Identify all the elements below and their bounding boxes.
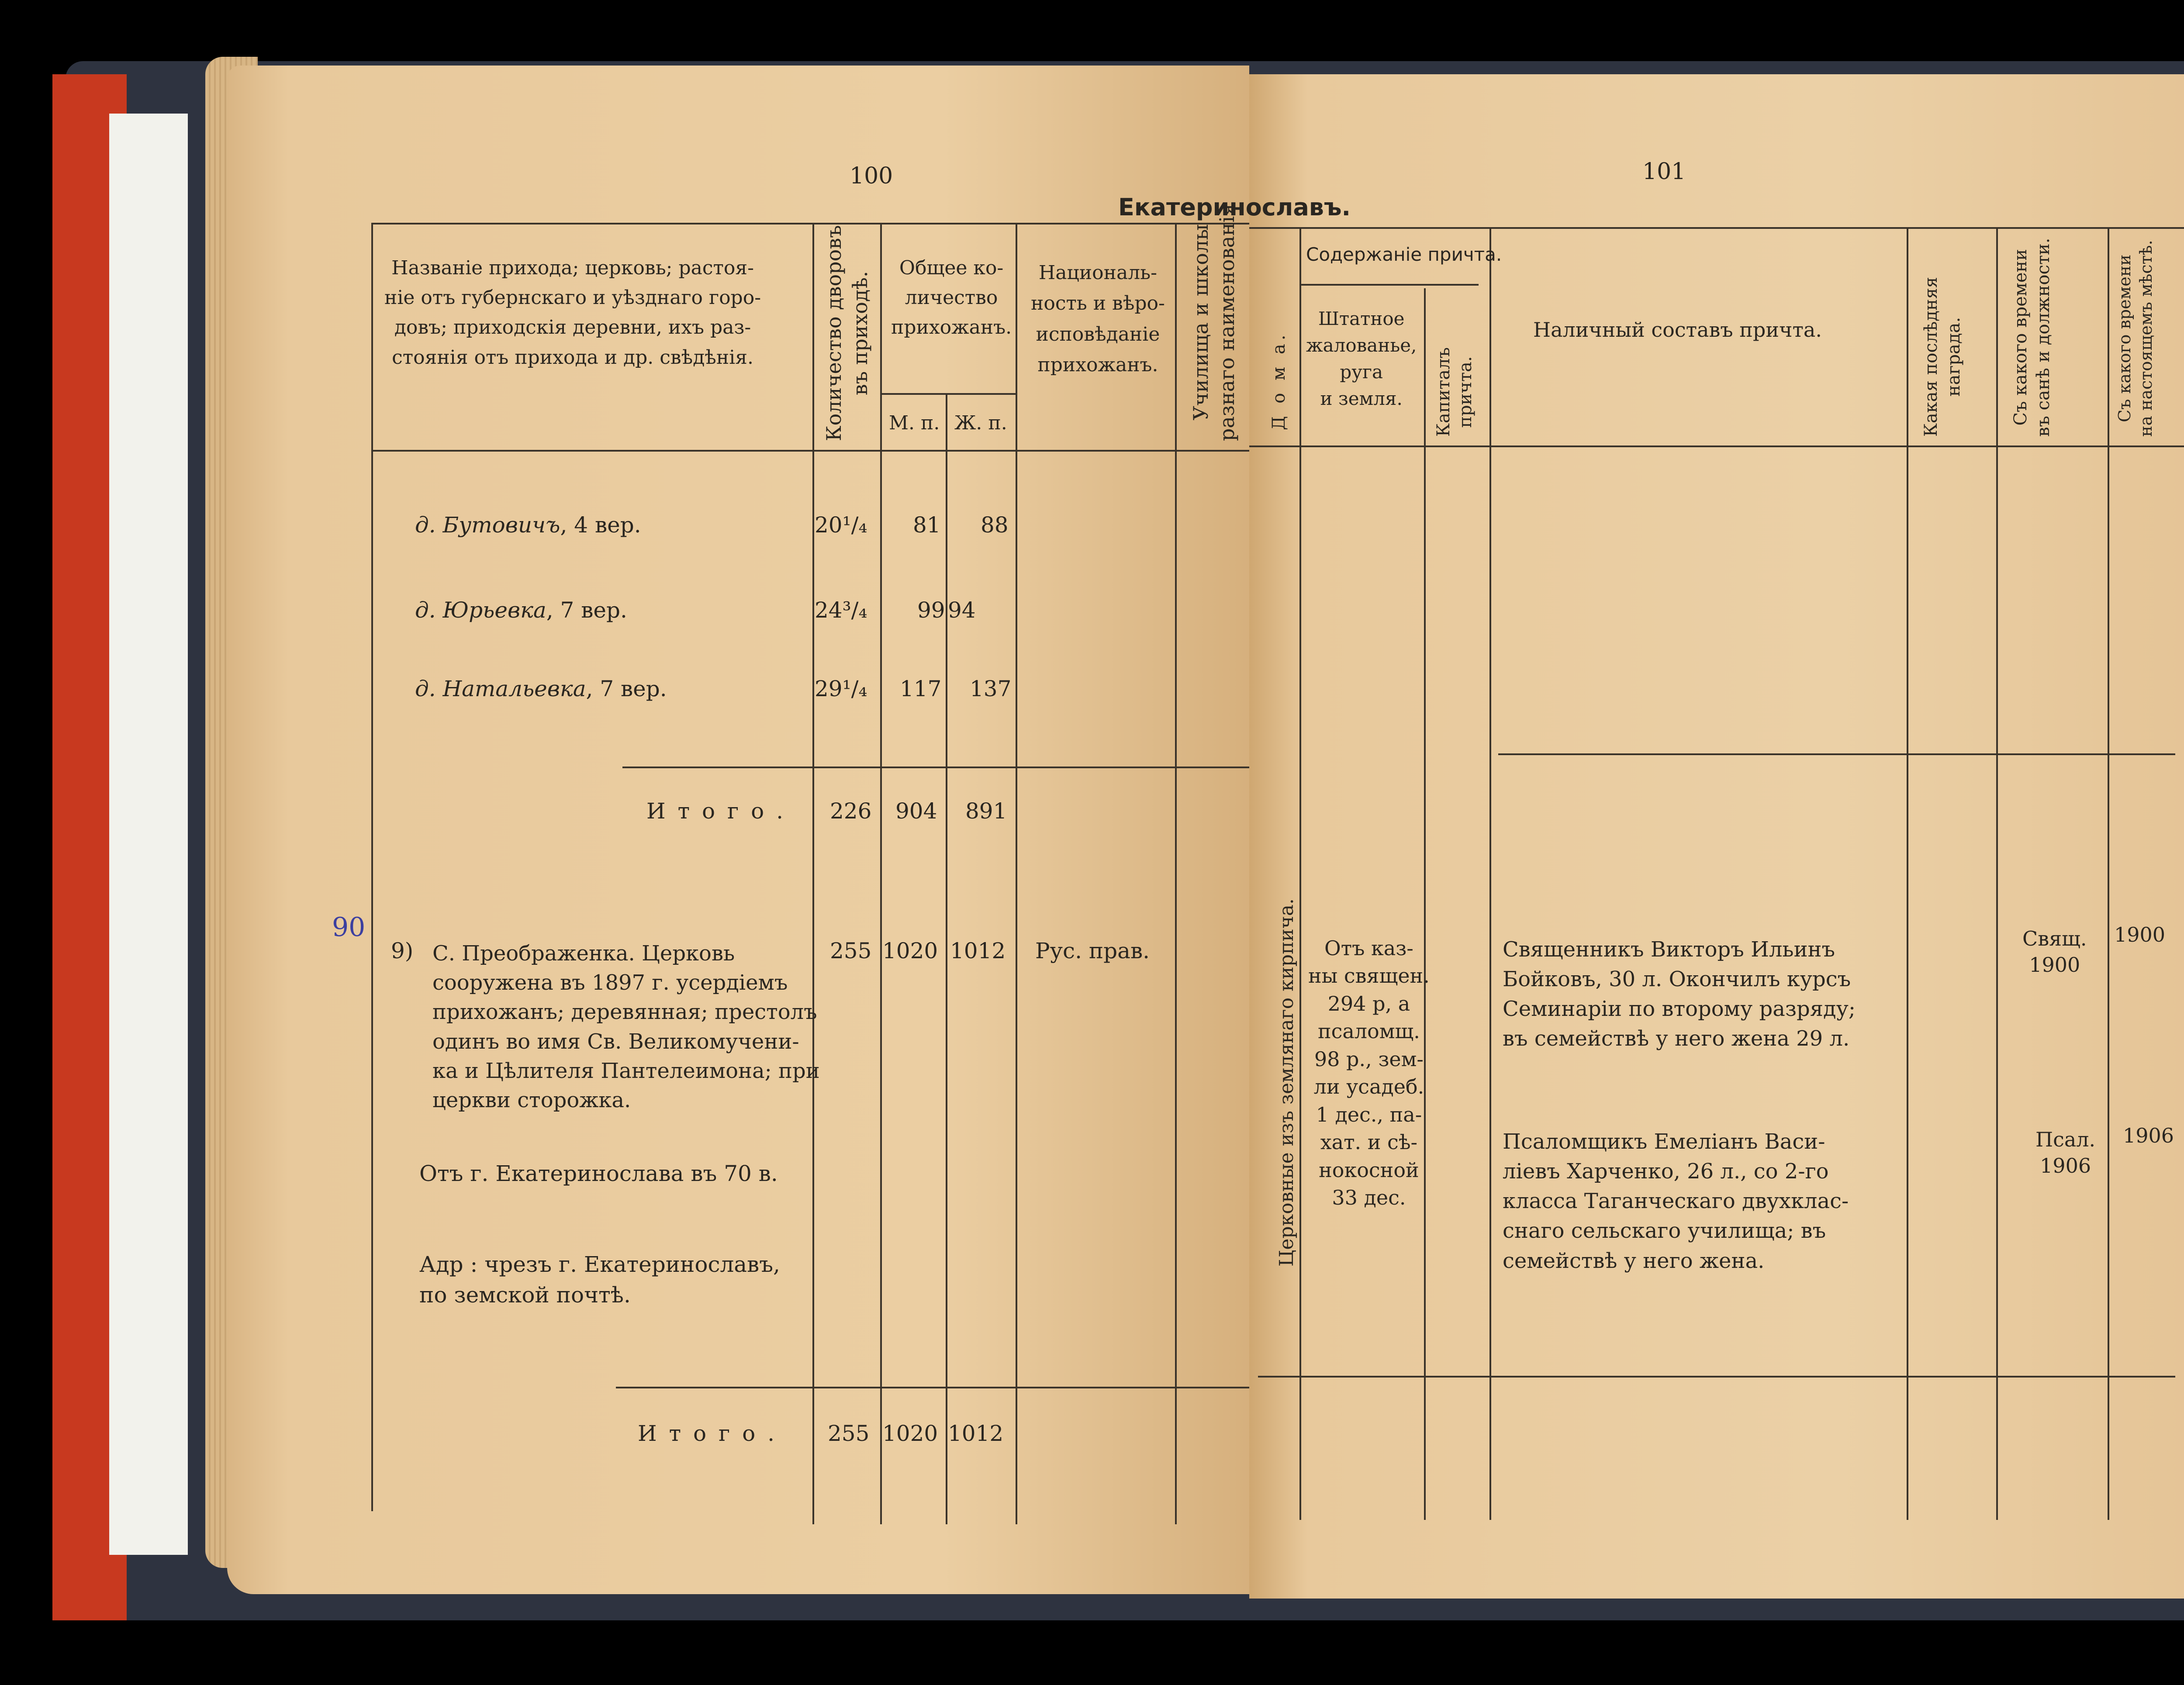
total-label: И т о г о . xyxy=(638,1421,778,1446)
village-households: 29¹/₄ xyxy=(815,676,867,701)
header-houses: Д о м а. xyxy=(1269,331,1289,430)
total-male: 1020 xyxy=(882,1421,938,1446)
priest-rank: Свящ. 1900 xyxy=(2022,927,2087,977)
village-households: 20¹/₄ xyxy=(815,512,867,538)
row-rule xyxy=(1498,753,2175,755)
subheader-rule xyxy=(880,393,1016,395)
col-divider xyxy=(1424,288,1426,1520)
total-female: 891 xyxy=(965,798,1007,824)
total-rule-2 xyxy=(616,1387,1249,1388)
table-top-rule xyxy=(1249,227,2184,229)
table-header-rule xyxy=(1249,445,2184,447)
header-parish: Названіе прихода; церковь; растоя- ніе отъ губернскаго и уѣзднаго горо- довъ; приходскія деревни, ихъ раз- стоянія отъ прихода и др. свѣдѣнія. xyxy=(384,257,761,369)
houses-note: Церковные изъ землянаго кирпича. xyxy=(1275,898,1298,1267)
header-award: Какая послѣдняя награда. xyxy=(1921,276,1964,437)
table-left-border xyxy=(371,223,373,1511)
parish-address: Адр : чрезъ г. Екатеринославъ, по земской почтѣ. xyxy=(419,1252,780,1308)
salary-note: Отъ каз- ны священ. 294 р, а псаломщ. 98 р., зем- ли усадеб. 1 дес., па- хат. и сѣ- нокосной 33 дес. xyxy=(1308,936,1430,1210)
running-head: Екатеринославъ. xyxy=(1118,193,1351,221)
endpaper xyxy=(109,114,188,1555)
psalmist-place: 1906 xyxy=(2123,1124,2174,1147)
table-header-rule xyxy=(371,450,1249,452)
village-households: 24³/₄ xyxy=(815,597,867,623)
header-clergy: Наличный составъ причта. xyxy=(1533,318,1822,342)
header-female: Ж. п. xyxy=(954,412,1007,434)
parish-nationality: Рус. прав. xyxy=(1035,938,1150,963)
village-row: д. Юрьевка, 7 вер. xyxy=(415,597,627,623)
header-rank-since: Съ какого времени въ санѣ и должности. xyxy=(2011,238,2053,437)
total-male: 904 xyxy=(895,798,937,824)
col-divider xyxy=(1016,223,1017,1524)
header-total-parishioners: Общее ко- личество прихожанъ. xyxy=(891,257,1012,339)
col-divider xyxy=(812,223,814,1524)
parish-distance: Отъ г. Екатеринослава въ 70 в. xyxy=(419,1161,778,1186)
col-divider xyxy=(2108,227,2109,1520)
col-divider xyxy=(946,393,947,1524)
psalmist-rank: Псал. 1906 xyxy=(2035,1128,2096,1177)
priest-place: 1900 xyxy=(2114,923,2166,946)
col-divider xyxy=(1175,223,1177,1524)
total-households: 226 xyxy=(830,798,872,824)
village-row: д. Натальевка, 7 вер. xyxy=(415,676,667,701)
header-male: М. п. xyxy=(889,412,940,434)
subheader-rule xyxy=(1299,284,1479,286)
village-row: д. Бутовичъ, 4 вер. xyxy=(415,512,641,538)
header-place-since: Съ какого времени на настоящемъ мѣстѣ. xyxy=(2115,240,2156,437)
village-female: 137 xyxy=(970,676,1012,701)
village-male: 117 xyxy=(900,676,942,701)
right-page-number: 101 xyxy=(1642,159,1686,185)
parish-description: С. Преображенка. Церковь сооружена въ 1897 г. усердіемъ прихожанъ; деревянная; престолъ одинъ во имя Св. Великомучени- ка и Цѣлителя Пантелеимона; при церкви сторожка. xyxy=(432,941,820,1112)
parish-households: 255 xyxy=(830,938,872,963)
clergy-priest: Священникъ Викторъ Ильинъ Бойковъ, 30 л. Окончилъ курсъ Семинаріи по второму разряду; въ семействѣ у него жена 29 л. xyxy=(1503,937,1856,1051)
table-top-rule xyxy=(371,223,1249,224)
village-male: 81 xyxy=(913,512,941,538)
village-female: 94 xyxy=(948,597,976,623)
total-label: И т о г о . xyxy=(646,798,786,824)
village-male: 99 xyxy=(917,597,945,623)
parish-female: 1012 xyxy=(950,938,1006,963)
col-divider xyxy=(1299,227,1301,1520)
margin-note: 90 xyxy=(332,912,366,943)
col-divider xyxy=(880,223,882,1524)
left-page-number: 100 xyxy=(850,163,893,189)
total-female: 1012 xyxy=(948,1421,1004,1446)
header-households: Количество дворовъ въ приходѣ. xyxy=(822,225,872,441)
col-divider xyxy=(1489,227,1491,1520)
total-households: 255 xyxy=(828,1421,870,1446)
header-schools: Училища и школы разнаго наименованія xyxy=(1189,203,1239,441)
header-clergy-support: Содержаніе причта. xyxy=(1306,244,1502,265)
clergy-psalmist: Псаломщикъ Емеліанъ Васи- ліевъ Харченко, 26 л., со 2-го класса Таганческаго двухклас- снаго сельскаго училища; въ семействѣ у него жена. xyxy=(1503,1129,1849,1273)
header-salary: Штатное жалованье, руга и земля. xyxy=(1306,308,1417,409)
col-divider xyxy=(1907,227,1908,1520)
total-rule-1 xyxy=(622,767,1249,768)
header-nationality: Националь- ность и вѣро- исповѣданіе прихожанъ. xyxy=(1031,262,1165,376)
col-divider xyxy=(1996,227,1998,1520)
parish-number: 9) xyxy=(391,938,414,963)
village-female: 88 xyxy=(981,512,1009,538)
parish-male: 1020 xyxy=(882,938,938,963)
header-capital: Капиталъ причта. xyxy=(1434,347,1476,437)
bottom-rule xyxy=(1258,1376,2175,1378)
